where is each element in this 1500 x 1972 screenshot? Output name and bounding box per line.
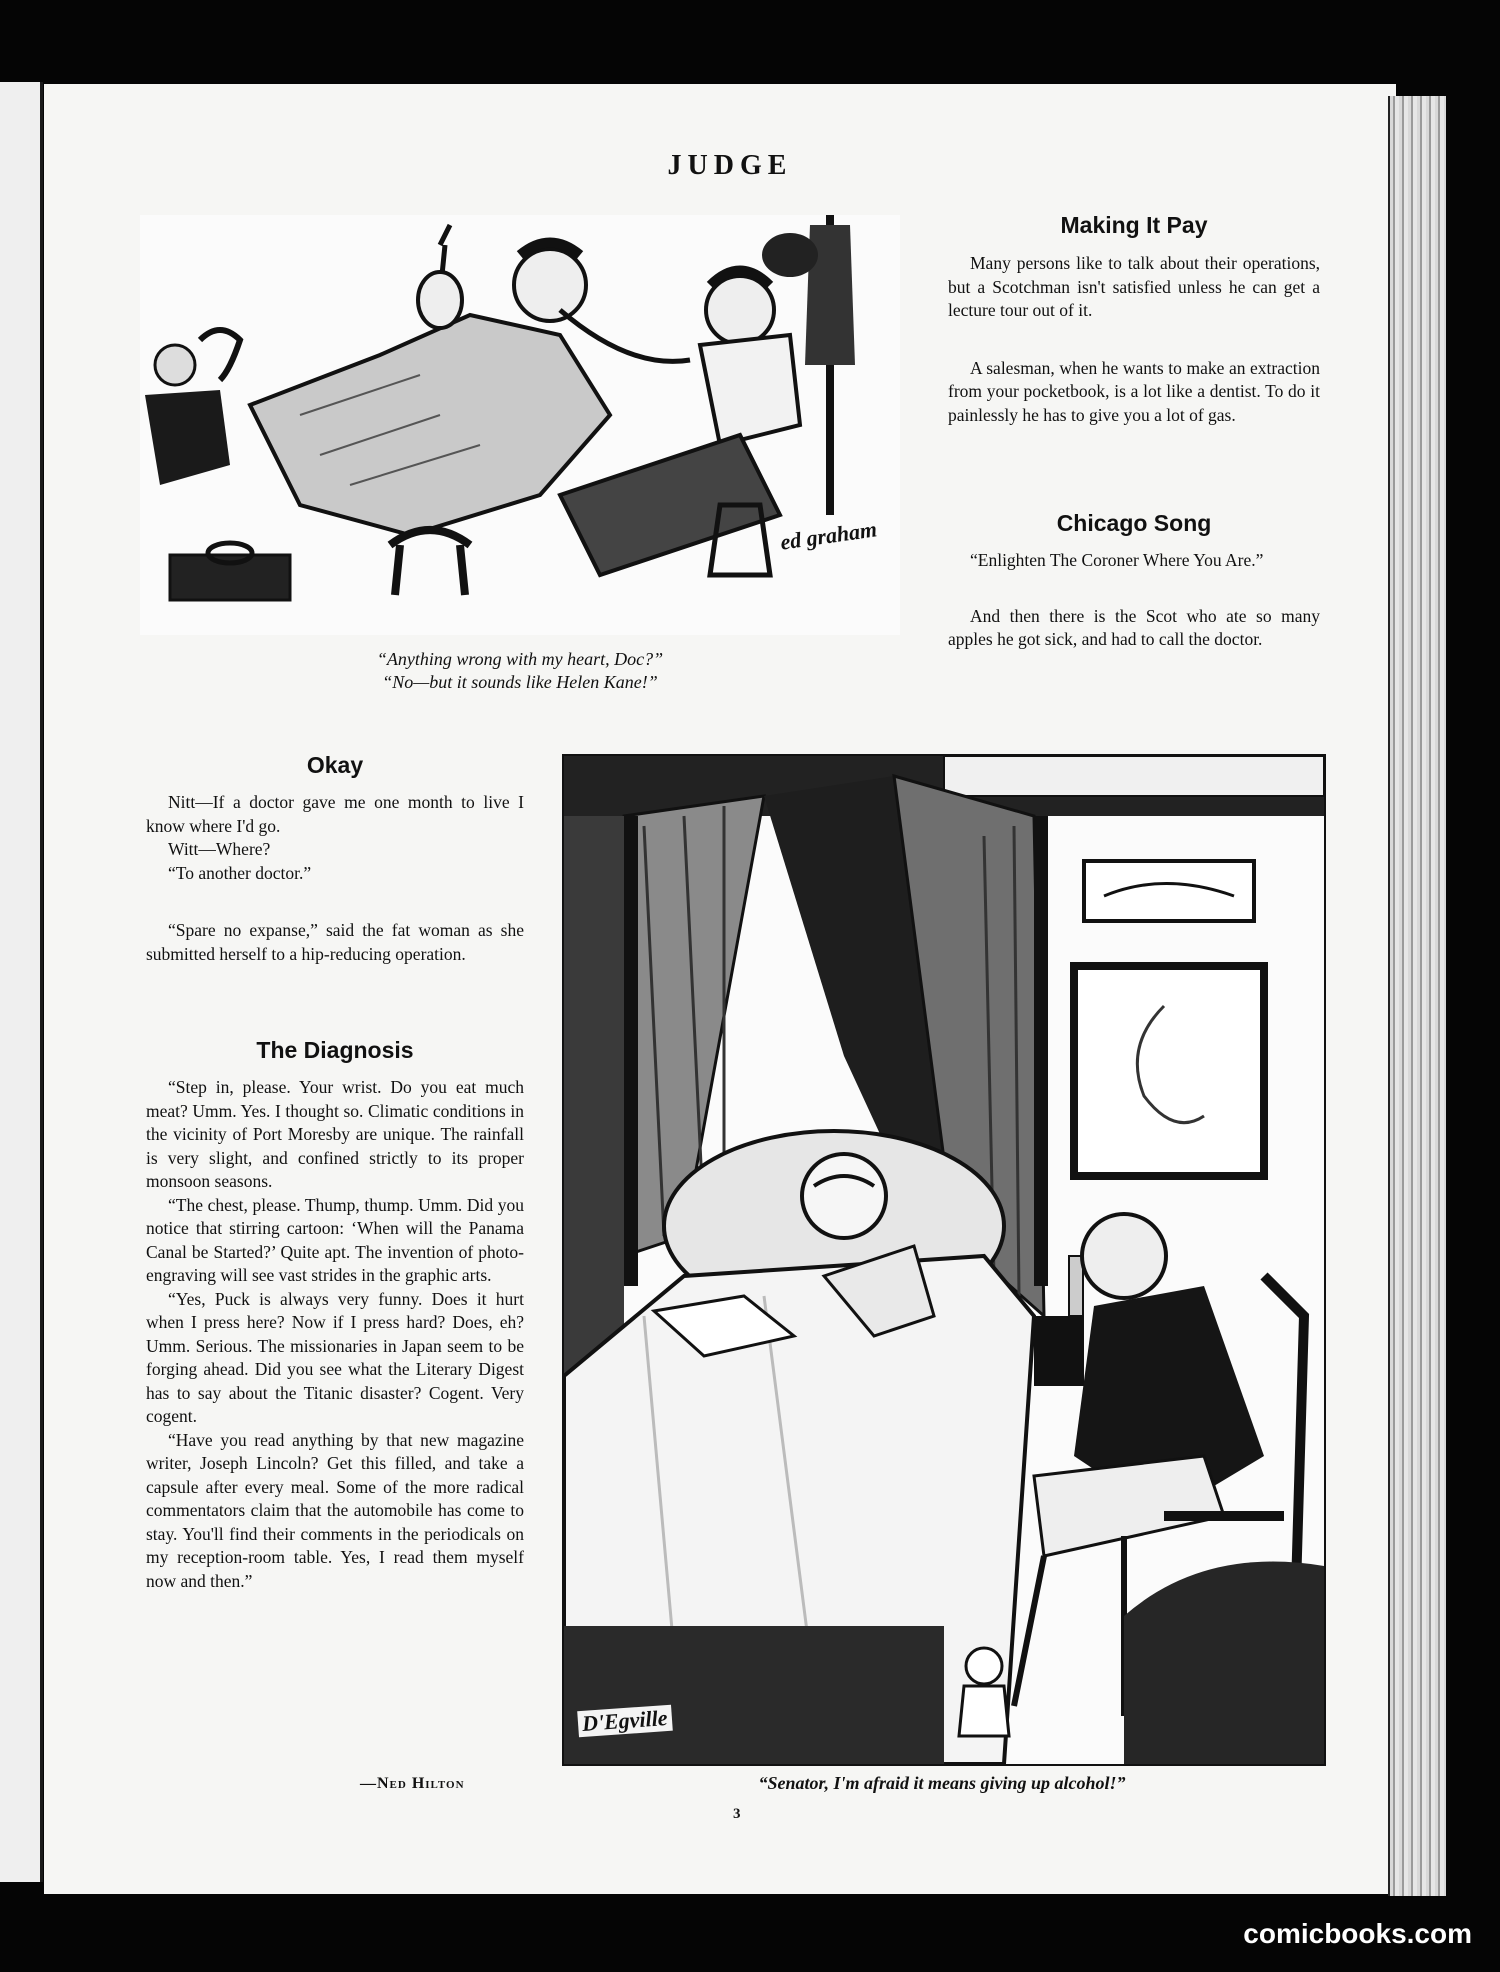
diagnosis-paragraph: “Step in, please. Your wrist. Do you eat much meat? Umm. Yes. I thought so. Climatic conditions in the vicinity of Port Moresby are unique. The rainfall is very slight, and confined strictly to its proper monsoon seasons. (146, 1077, 524, 1191)
cartoon-senator-bed (562, 754, 1326, 1766)
cartoon-senator-illustration (564, 756, 1324, 1764)
site-watermark: comicbooks.com (1243, 1918, 1472, 1949)
page-stack-edge (1388, 96, 1446, 1896)
okay-line-nitt: Nitt—If a doctor gave me one month to live I know where I'd go. (146, 792, 524, 836)
scot-apples-paragraph: And then there is the Scot who ate so many apples he got sick, and had to call the doctor. (948, 605, 1320, 649)
salesman-paragraph: A salesman, when he wants to make an extraction from your pocketbook, is a lot like a dentist. To do it painlessly he has to give you a lot of gas. (948, 357, 1320, 425)
cartoon-top-caption (250, 648, 790, 694)
diagnosis-paragraph: “The chest, please. Thump, thump. Umm. Did you notice that stirring cartoon: ‘When will the Panama Canal be Started?’ Quite apt. The invention of photo-engraving will see vast strides in the graphic arts. (146, 1194, 524, 1285)
facing-page-edge (0, 82, 43, 1882)
diagnosis-paragraph: “Yes, Puck is always very funny. Does it hurt when I press here? Now if I press hard? Does, eh? Umm. Serious. The missionaries in Japan seem to be forging ahead. Did you see what the Literary Digest has to say about the Titanic disaster? Cogent. Very cogent. (146, 1288, 524, 1426)
diagnosis-text (146, 1076, 524, 1593)
cartoon-bottom-signature: D'Egville (577, 1705, 672, 1737)
cartoon-doctor-stethoscope (140, 215, 900, 635)
chicago-song-paragraph: “Enlighten The Coroner Where You Are.” (970, 550, 1264, 570)
making-it-pay-text (948, 252, 1320, 427)
cartoon-doctor-illustration (140, 215, 900, 635)
okay-heading: Okay (306, 752, 364, 778)
cartoon-top-signature: ed graham (778, 516, 879, 555)
diagnosis-heading: The Diagnosis (256, 1037, 414, 1063)
running-head: JUDGE (667, 150, 793, 181)
cartoon-bottom-caption: “Senator, I'm afraid it means giving up alcohol!” (758, 1773, 1126, 1793)
making-it-pay-heading: Making It Pay (1060, 212, 1208, 238)
diagnosis-paragraph: “Have you read anything by that new magazine writer, Joseph Lincoln? Get this filled, and take a capsule after every meal. Some of the more radical commentators claim that the automobile has come to stay. You'll find their comments in the periodicals on my reception-room table. Yes, I read them myself now and then.” (146, 1429, 524, 1591)
okay-line-answer: “To another doctor.” (168, 862, 312, 883)
diagnosis-byline: —Ned Hilton (360, 1775, 465, 1792)
spare-no-expanse-paragraph: “Spare no expanse,” said the fat woman as she submitted herself to a hip-reducing operation. (146, 920, 524, 964)
chicago-song-heading: Chicago Song (1056, 510, 1212, 536)
chicago-song-text (948, 549, 1320, 652)
cartoon-top-caption-line1: “Anything wrong with my heart, Doc?” (376, 649, 664, 669)
okay-line-witt: Witt—Where? (168, 839, 271, 859)
page-number: 3 (733, 1806, 741, 1822)
making-it-pay-paragraph: Many persons like to talk about their operations, but a Scotchman isn't satisfied unless he can get a lecture tour out of it. (948, 253, 1320, 320)
cartoon-top-caption-line2: “No—but it sounds like Helen Kane!” (382, 672, 658, 692)
okay-text (146, 791, 524, 966)
